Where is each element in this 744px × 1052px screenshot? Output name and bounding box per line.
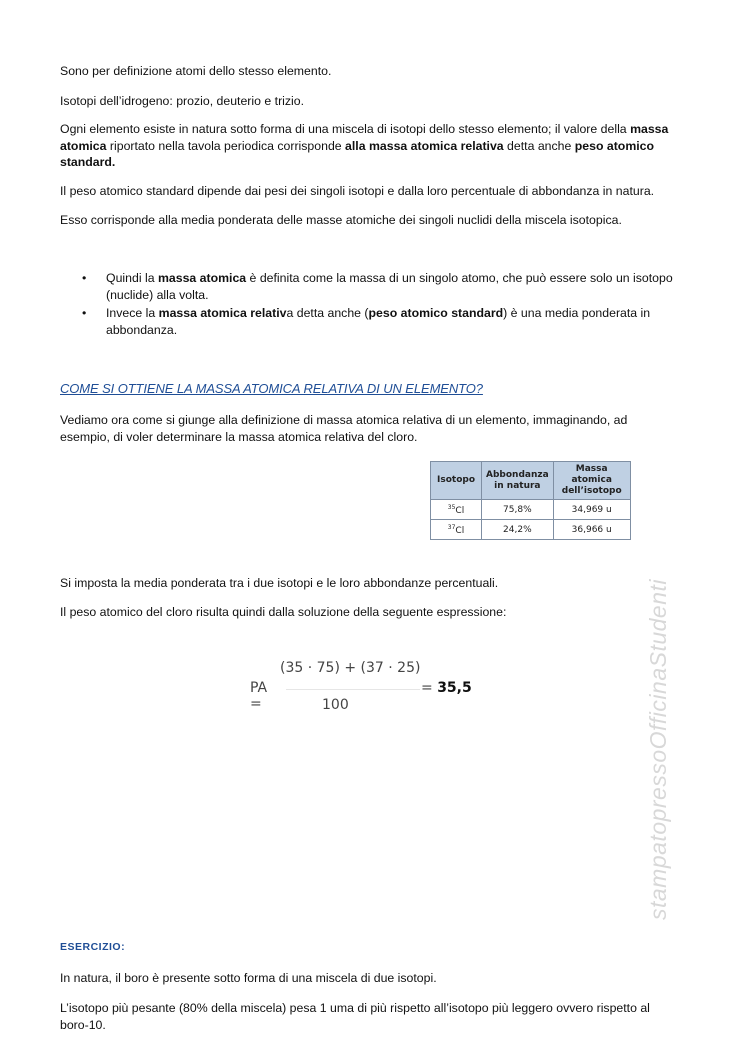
- formula-lhs: PA =: [250, 680, 268, 712]
- text-weighted-average: Esso corrisponde alla media ponderata delle masse atomiche dei singoli nuclidi della miscela isotopica.: [60, 213, 622, 227]
- text-weighted-setup: Si imposta la media ponderata tra i due isotopi e le loro abbondanze percentuali.: [60, 576, 499, 590]
- cell-isotope: $^{37}$Cl: [431, 520, 482, 540]
- section-heading: COME SI OTTIENE LA MASSA ATOMICA RELATIVA DI UN ELEMENTO?: [60, 381, 483, 396]
- header-mass: Massa atomica dell’isotopo: [553, 462, 630, 500]
- header-isotope: Isotopo: [431, 462, 482, 500]
- text-atoms-definition: Sono per definizione atomi dello stesso elemento.: [60, 64, 332, 78]
- text-boron-mixture: In natura, il boro è presente sotto forma di una miscela di due isotopi.: [60, 971, 437, 985]
- table-row: [431, 520, 631, 540]
- table-row: [431, 500, 631, 520]
- header-abundance: Abbondanza in natura: [482, 462, 554, 500]
- bullet-atomic-mass: • Quindi la massa atomica è definita come la massa di un singolo atomo, che può essere solo un isotopo (nuclide) alla volta.: [60, 270, 680, 303]
- cell-mass: 34,969 u: [553, 500, 630, 520]
- text-chlorine-intro: Vediamo ora come si giunge alla definizione di massa atomica relativa di un elemento, immaginando, ad esempio, di voler determinare la massa atomica relativa del cloro.: [60, 413, 628, 444]
- bullet-list: [60, 270, 680, 340]
- cell-mass: 36,966 u: [553, 520, 630, 540]
- formula-result: = 35,5: [421, 680, 472, 696]
- text-hydrogen-isotopes: Isotopi dell’idrogeno: prozio, deuterio e trizio.: [60, 94, 305, 108]
- text-standard-weight: Il peso atomico standard dipende dai pesi dei singoli isotopi e dalla loro percentuale di abbondanza in natura.: [60, 184, 655, 198]
- fraction-bar: [286, 689, 420, 690]
- cell-isotope: $^{35}$Cl: [431, 500, 482, 520]
- text-boron-isotope: L’isotopo più pesante (80% della miscela) pesa 1 uma di più rispetto all’isotopo più leggero ovvero rispetto al boro-10.: [60, 1001, 650, 1032]
- formula-numerator: (35 · 75) + (37 · 25): [280, 660, 421, 676]
- watermark: stampatopressoOfficinaStudenti: [645, 578, 671, 920]
- table-header-row: [431, 462, 631, 500]
- isotope-table: [430, 461, 631, 540]
- bullet-relative-mass: • Invece la massa atomica relativa detta anche (peso atomico standard) è una media ponderata in abbondanza.: [60, 305, 680, 338]
- exercise-title: ESERCIZIO:: [60, 941, 126, 953]
- formula-denominator: 100: [322, 697, 349, 713]
- cell-abundance: 75,8%: [482, 500, 554, 520]
- text-expression-intro: Il peso atomico del cloro risulta quindi dalla soluzione della seguente espressione:: [60, 605, 507, 619]
- text-element-mixture: Ogni elemento esiste in natura sotto forma di una miscela di isotopi dello stesso elemento; il valore della massa atomica riportato nella tavola periodica corrisponde alla massa atomica relativa detta anche peso atomico standard.: [60, 122, 669, 169]
- cell-abundance: 24,2%: [482, 520, 554, 540]
